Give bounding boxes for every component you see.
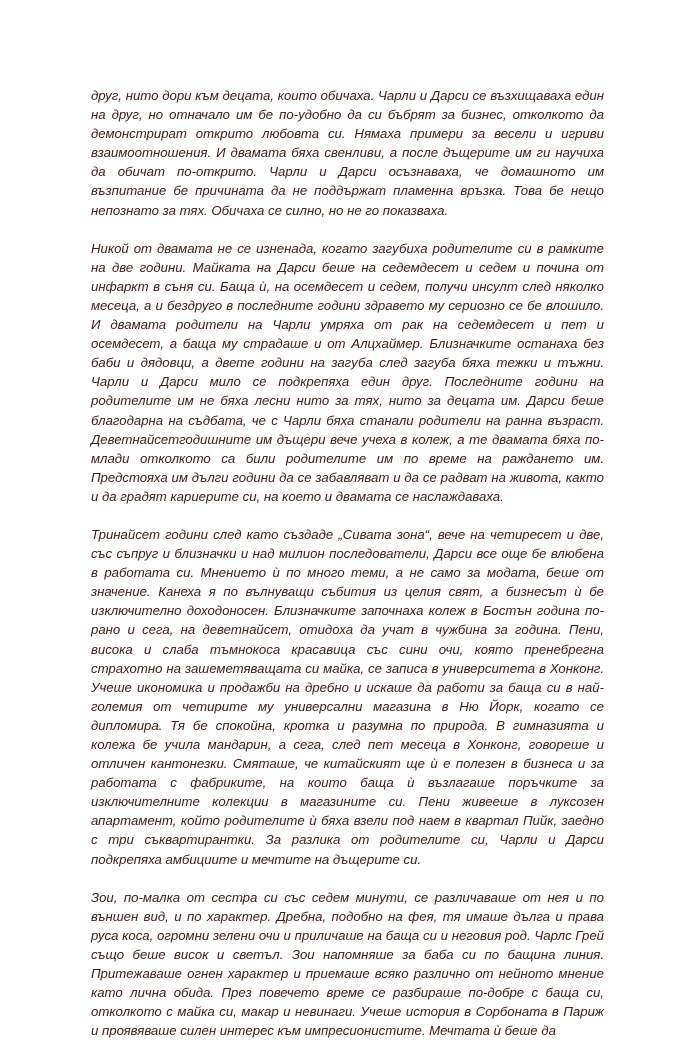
- paragraph-1: друг, нито дори към децата, които обичаха. Чарли и Дарси се възхищаваха един на друг, но отначало им бе по-удобно да си бъбрят за бизнес, отколкото да демонстрират открито любовта си. Нямаха примери за весели и игриви взаимоотношения. И двамата бяха свенливи, а после дъщерите им ги научиха да обичат по-открито. Чарли и Дарси осъзнаваха, че домашното им възпитание бе причината да не поддържат пламенна връзка. Това бе нещо непознато за тях. Обичаха се силно, но не го показваха.: [91, 88, 604, 218]
- paragraph-3: Тринайсет години след като създаде „Сивата зона“, вече на четиресет и две, със съпруг и близначки и над милион последователи, Дарси все още бе влюбена в работата си. Мнението ѝ по много теми, а не само за модата, беше от значение. Канеха я по вълнуващи събития из целия свят, а бизнесът ѝ бе изключително доходоносен. Близначките започнаха колеж в Бостън година по-рано и сега, на деветнайсет, отидоха да учат в чужбина за година. Пени, висока и слаба тъмнокоса красавица със сини очи, която пренебрегна страхотно на зашеметяващата си майка, се записа в университета в Хонконг. Учеше икономика и продажби на дребно и искаше да работи за баща си в най-големия от четирите му универсални магазина в Ню Йорк, когато се дипломира. Тя бе спокойна, кротка и разумна по природа. В гимназията и колежа бе учила мандарин, а сега, след пет месеца в Хонконг, говореше и отличен кантонезки. Смяташе, че китайският ще ѝ е полезен в бизнеса и за работата с фабриките, на които баща ѝ възлагаше поръчките за изключителните колекции в магазините си. Пени живееше в луксозен апартамент, който родителите ѝ бяха взели под наем в квартал Пийк, заедно с три съквартирантки. За разлика от родителите си, Чарли и Дарси подкрепяха амбициите и мечтите на дъщерите си.: [91, 526, 604, 867]
- paragraph-4: Зои, по-малка от сестра си със седем минути, се различаваше от нея и по външен вид, и по характер. Дребна, подобно на фея, тя имаше дълга и права руса коса, огромни зелени очи и приличаше на баща си и неговия род. Чарлс Грей също беше висок и светъл. Зои напомняше за баба си по бащина линия. Притежаваше огнен характер и приемаше всяко различно от нейното мнение като лична обида. През повечето време се разбираше по-добре с баща си, отколкото с майка си, макар и невинаги. Учеше история в Сорбоната в Париж и проявяваше силен интерес към импресионистите. Мечтата ѝ беше да: [91, 889, 604, 1039]
- body-text: [91, 86, 604, 1040]
- paragraph-2: Никой от двамата не се изненада, когато загубиха родителите си в рамките на две години. Майката на Дарси беше на седемдесет и седем и почина от инфаркт в съня си. Баща ѝ, на осемдесет и седем, получи инсулт след няколко месеца, а и бездруго в последните години здравето му сериозно се бе влошило. И двамата родители на Чарли умряха от рак на седемдесет и пет и осемдесет, а баща му страдаше и от Алцхаймер. Близначките останаха без баби и дядовци, а двете години на загуба след загуба бяха тежки и тъжни. Чарли и Дарси мило се подкрепяха един друг. Последните години на родителите им не бяха лесни нито за тях, нито за децата им. Дарси беше благодарна на съдбата, че с Чарли бяха станали родители на ранна възраст. Деветнайсетгодишните им дъщери вече учеха в колеж, а те двамата бяха по-млади отколкото са били родителите им по време на раждането им. Предстояха им дълги години да се забавляват и да се радват на живота, както и да градят кариерите си, на което и двамата се наслаждаваха.: [91, 240, 604, 504]
